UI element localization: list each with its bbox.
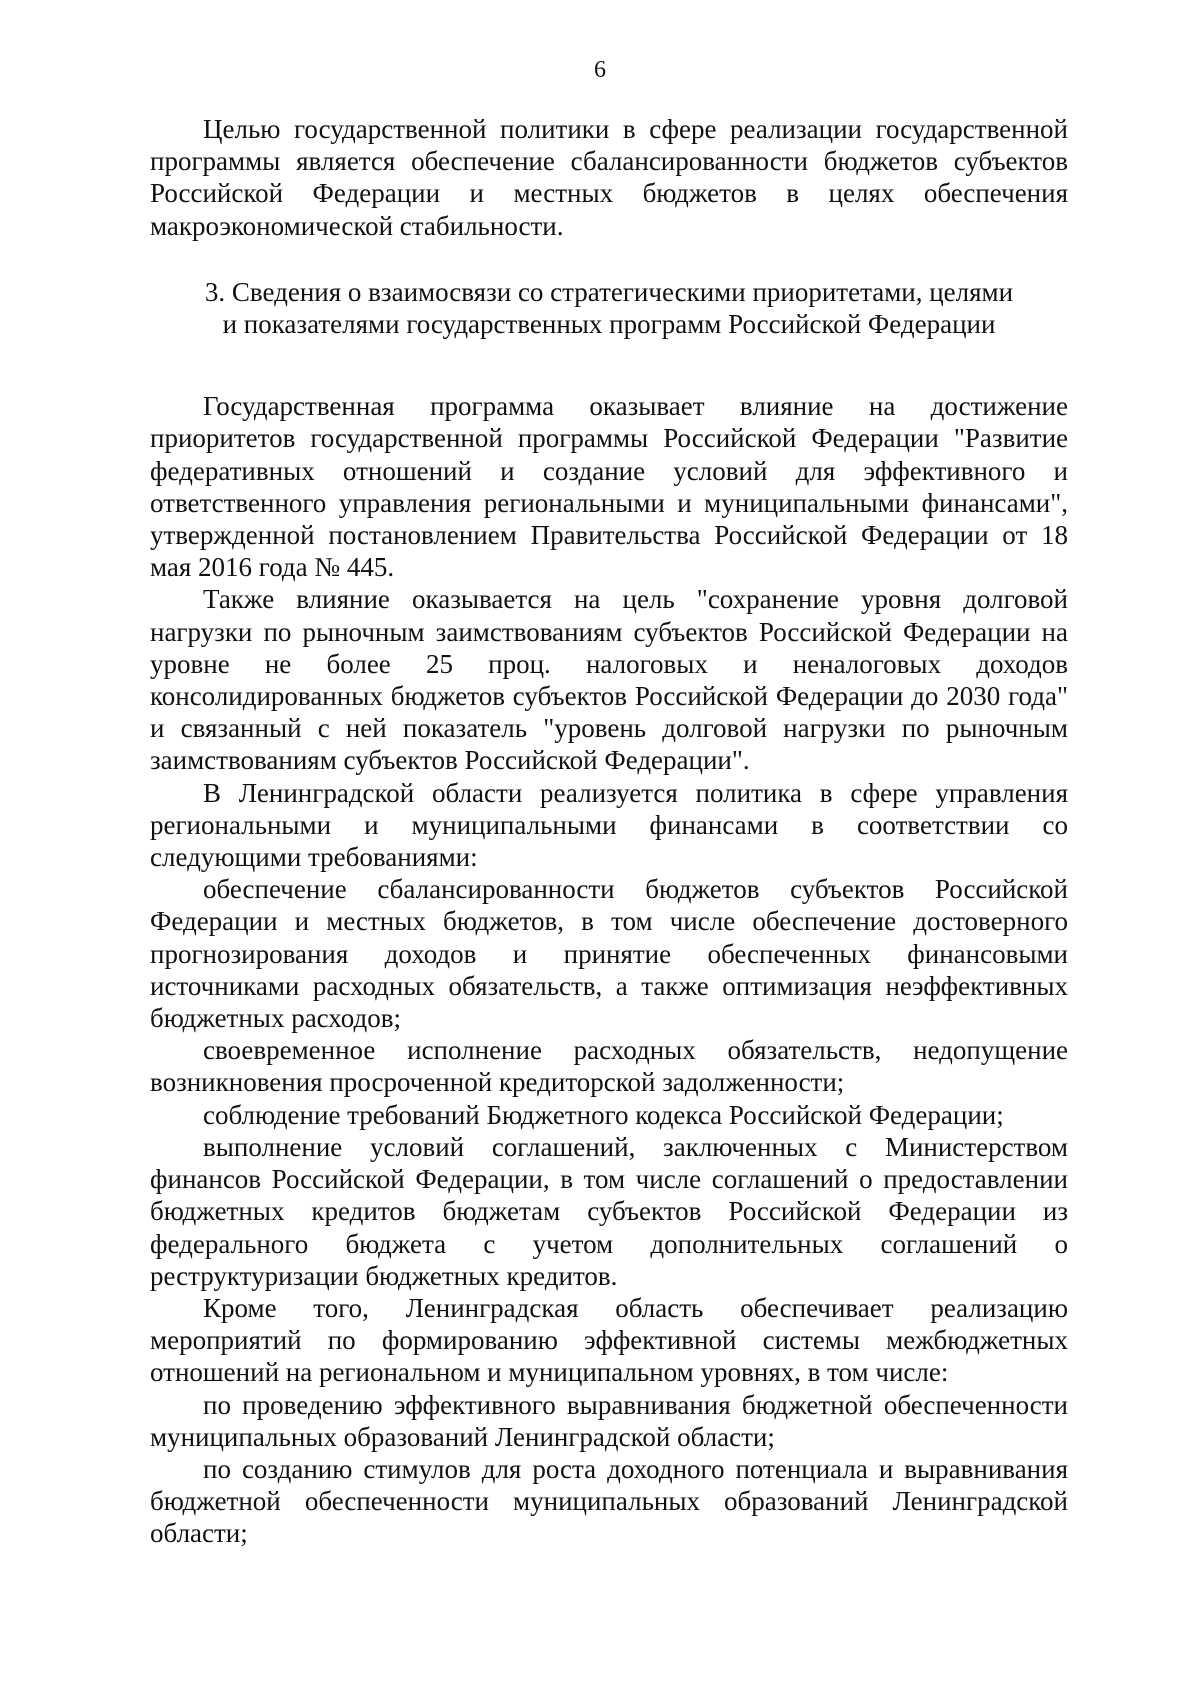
list-item-paragraph: своевременное исполнение расходных обязательств, недопущение возникновения просроченной кредиторской задолженности; <box>150 1035 1068 1098</box>
section-heading <box>150 276 1068 340</box>
section-heading-line-2: и показателями государственных программ Российской Федерации <box>222 309 996 340</box>
list-item-paragraph: по проведению эффективного выравнивания бюджетной обеспеченности муниципальных образований Ленинградской области; <box>150 1389 1068 1452</box>
page-number: 6 <box>594 57 606 83</box>
list-item-paragraph: выполнение условий соглашений, заключенных с Министерством финансов Российской Федерации, в том числе соглашений о предоставлении бюджетных кредитов бюджетам субъектов Российской Федерации из федерального бюджета с учетом дополнительных соглашений о реструктуризации бюджетных кредитов. <box>150 1131 1068 1291</box>
paragraph: Государственная программа оказывает влияние на достижение приоритетов государственной программы Российской Федерации "Развитие федеративных отношений и создание условий для эффективного и ответственного управления региональными и муниципальными финансами", утвержденной постановлением Правительства Российской Федерации от 18 мая 2016 года № 445. <box>150 391 1068 583</box>
paragraph-policy-goal: Целью государственной политики в сфере реализации государственной программы является обеспечение сбалансированности бюджетов субъектов Российской Федерации и местных бюджетов в целях обеспечения макроэкономической стабильности. <box>150 114 1068 241</box>
list-item-paragraph: обеспечение сбалансированности бюджетов субъектов Российской Федерации и местных бюджетов, в том числе обеспечение достоверного прогнозирования доходов и принятие обеспеченных финансовыми источниками расходных обязательств, а также оптимизация неэффективных бюджетных расходов; <box>150 874 1068 1034</box>
paragraph: В Ленинградской области реализуется политика в сфере управления региональными и муниципальными финансами в соответствии со следующими требованиями: <box>150 777 1068 873</box>
list-item-paragraph: по созданию стимулов для роста доходного потенциала и выравнивания бюджетной обеспеченности муниципальных образований Ленинградской области; <box>150 1453 1068 1549</box>
list-item-paragraph: соблюдение требований Бюджетного кодекса Российской Федерации; <box>203 1099 1004 1130</box>
paragraph: Кроме того, Ленинградская область обеспечивает реализацию мероприятий по формированию эффективной системы межбюджетных отношений на региональном и муниципальном уровнях, в том числе: <box>150 1292 1068 1388</box>
document-body <box>150 113 1068 1550</box>
section-heading-line-1: 3. Сведения о взаимосвязи со стратегическими приоритетами, целями <box>204 276 1014 307</box>
paragraph: Также влияние оказывается на цель "сохранение уровня долговой нагрузки по рыночным заимствованиям субъектов Российской Федерации на уровне не более 25 проц. налоговых и неналоговых доходов консолидированных бюджетов субъектов Российской Федерации до 2030 года" и связанный с ней показатель "уровень долговой нагрузки по рыночным заимствованиям субъектов Российской Федерации". <box>150 584 1068 776</box>
